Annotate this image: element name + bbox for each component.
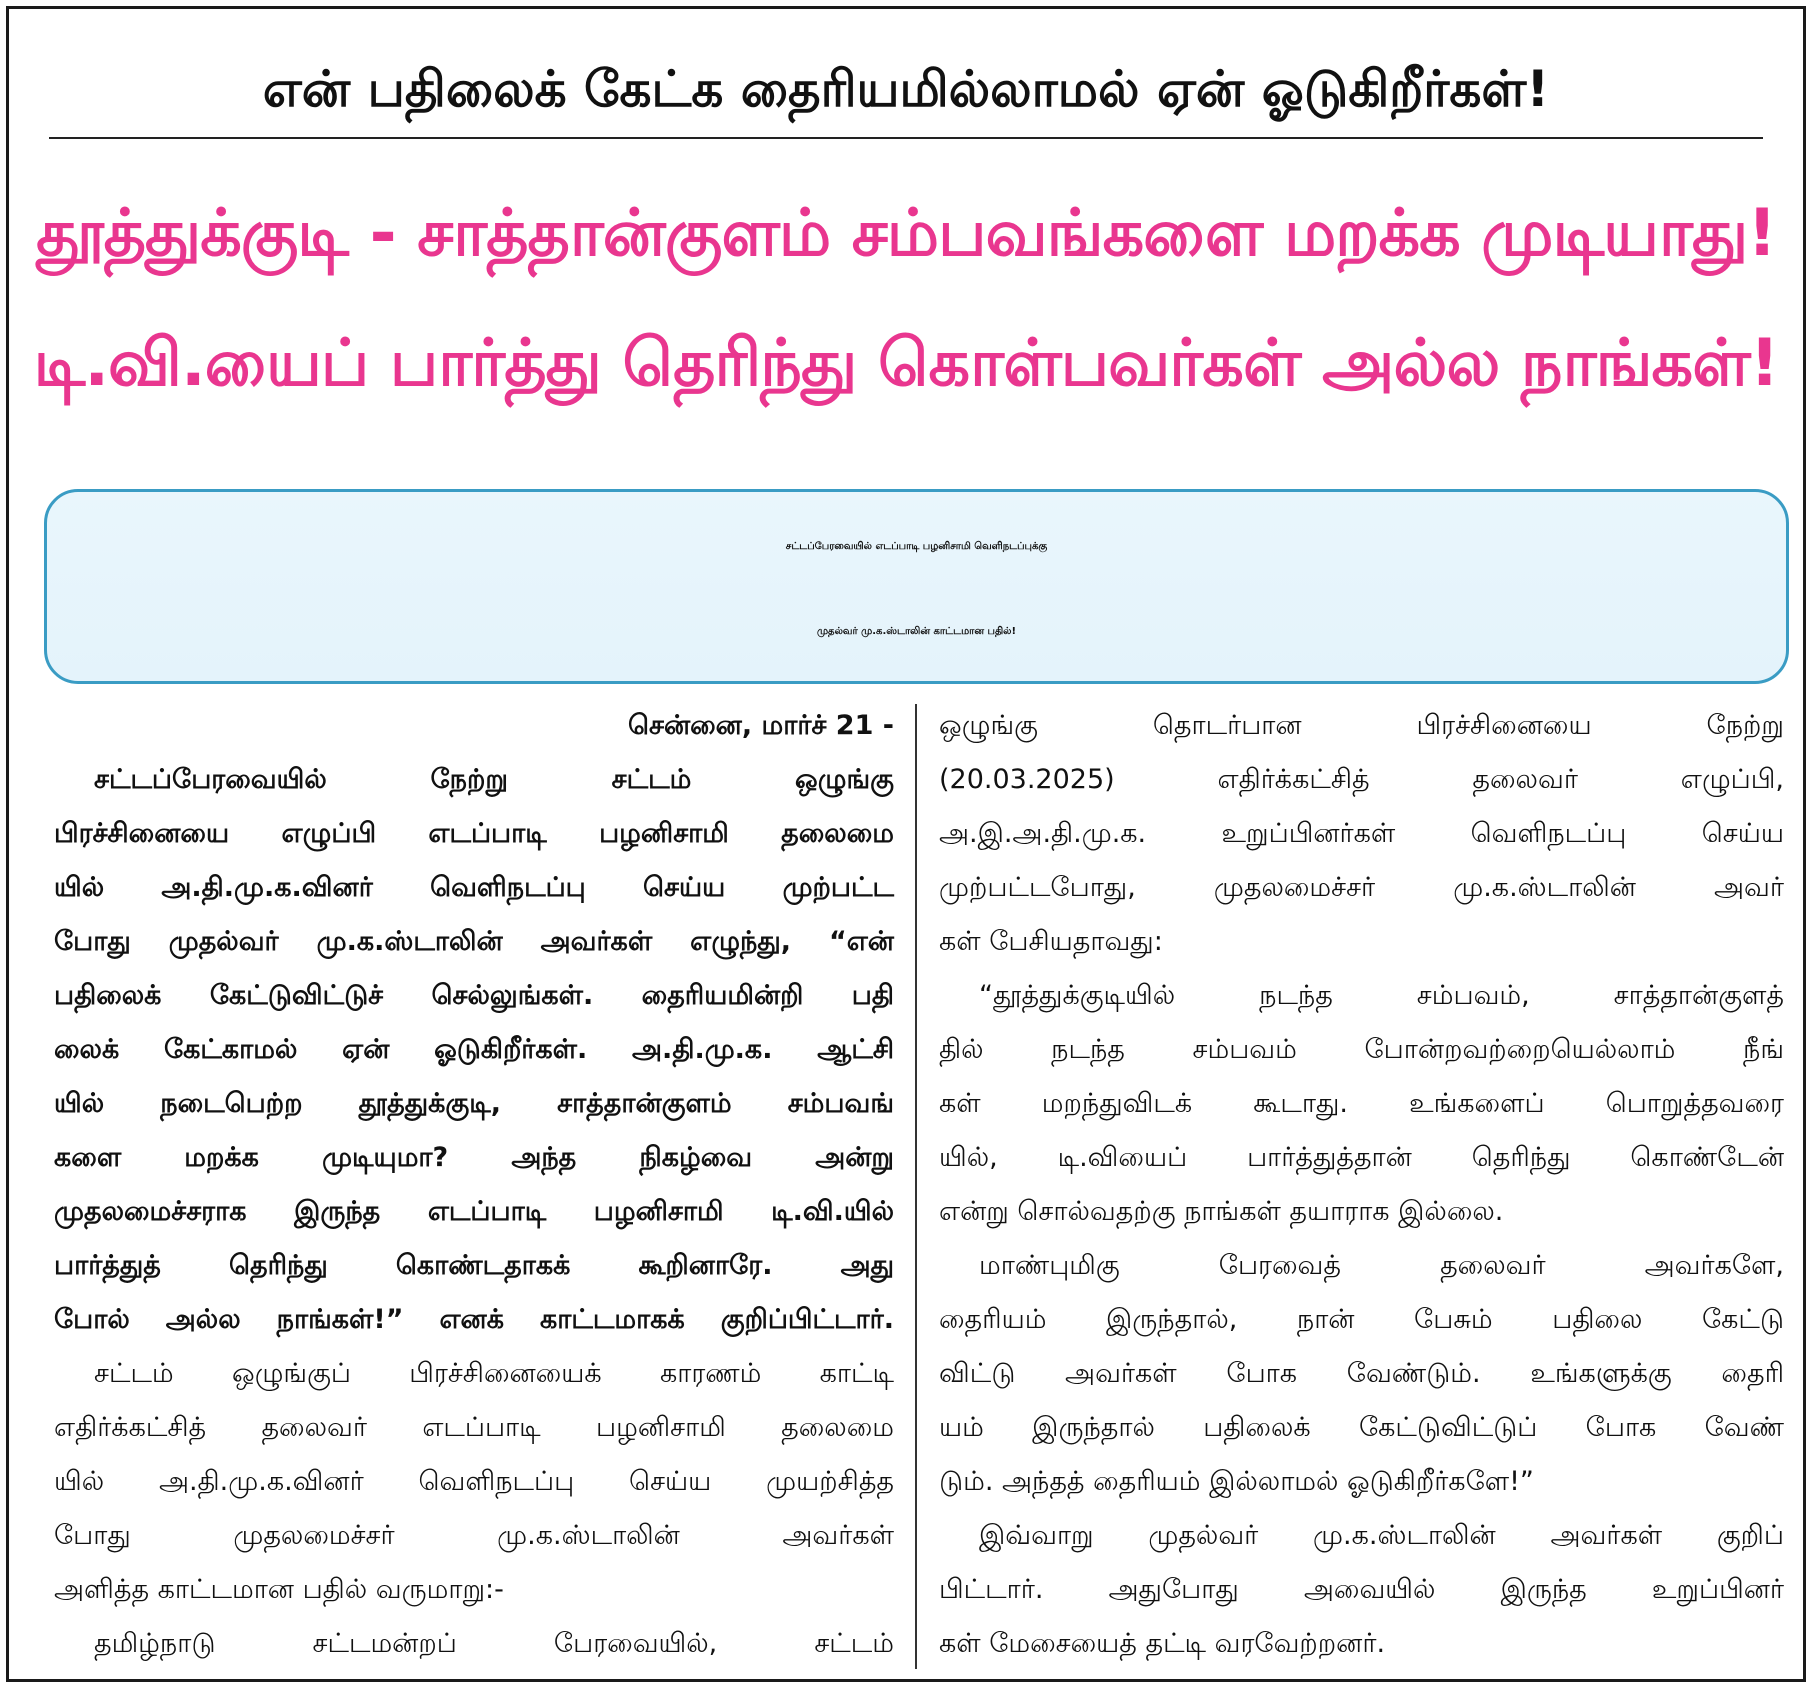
right-p2-line: “தூத்துக்குடியில் நடந்த சம்பவம், சாத்தான்குளத் [979,980,1784,1011]
kicker-headline: என் பதிலைக் கேட்க தைரியமில்லாமல் ஏன் ஓடுகிறீர்கள்! [262,60,1550,118]
main-headline-line-1: தூத்துக்குடி - சாத்தான்குளம் சம்பவங்களை மறக்க முடியாது! [36,196,1776,271]
right-p2-line: என்று சொல்வதற்கு நாங்கள் தயாராக இல்லை. [939,1196,1504,1227]
kicker-divider [49,137,1763,139]
right-p2-line: யில், டி.வியைப் பார்த்துத்தான் தெரிந்து கொண்டேன் [939,1142,1784,1173]
main-headline-line-2: டி.வி.யைப் பார்த்து தெரிந்து கொள்பவர்கள் அல்ல நாங்கள்! [33,326,1779,401]
left-p1-line: பதிலைக் கேட்டுவிட்டுச் செல்லுங்கள். தைரியமின்றி பதி [54,980,894,1011]
right-p4-line: பிட்டார். அதுபோது அவையில் இருந்த உறுப்பினர் [939,1574,1784,1605]
right-p3-line: தைரியம் இருந்தால், நான் பேசும் பதிலை கேட்டு [939,1304,1784,1335]
right-p4-line: கள் மேசையைத் தட்டி வரவேற்றனர். [939,1628,1386,1659]
left-p2-line: சட்டம் ஒழுங்குப் பிரச்சினையைக் காரணம் காட்டி [94,1358,894,1389]
left-p1-line: யில் நடைபெற்ற தூத்துக்குடி, சாத்தான்குளம் சம்பவங் [54,1088,894,1119]
right-p4-line: இவ்வாறு முதல்வர் மு.க.ஸ்டாலின் அவர்கள் குறிப் [979,1520,1784,1551]
right-p1-line: அ.இ.அ.தி.மு.க. உறுப்பினர்கள் வெளிநடப்பு செய்ய [939,818,1784,849]
right-p1-line: (20.03.2025) எதிர்க்கட்சித் தலைவர் எழுப்பி, [939,764,1784,795]
column-divider [915,704,917,1669]
left-p1-line: முதலமைச்சராக இருந்த எடப்பாடி பழனிசாமி டி.வி.யில் [54,1196,894,1227]
left-p2-line: போது முதலமைச்சர் மு.க.ஸ்டாலின் அவர்கள் [54,1520,894,1551]
subheadline-line-2: முதல்வர் மு.க.ஸ்டாலின் காட்டமான பதில்! [816,626,1017,637]
left-p1-line: களை மறக்க முடியுமா? அந்த நிகழ்வை அன்று [54,1142,894,1173]
left-p1-line: பிரச்சினையை எழுப்பி எடப்பாடி பழனிசாமி தலைமை [54,818,894,849]
left-p1-line: போல் அல்ல நாங்கள்!” எனக் காட்டமாகக் குறிப்பிட்டார். [54,1304,894,1335]
right-p3-line: யம் இருந்தால் பதிலைக் கேட்டுவிட்டுப் போக வேண் [939,1412,1784,1443]
left-p2-line: யில் அ.தி.மு.க.வினர் வெளிநடப்பு செய்ய முயற்சித்த [54,1466,894,1497]
left-p2-line: அளித்த காட்டமான பதில் வருமாறு:- [54,1574,504,1605]
subheadline-line-1: சட்டப்பேரவையில் எடப்பாடி பழனிசாமி வெளிநடப்புக்கு [785,541,1048,552]
right-p3-line: விட்டு அவர்கள் போக வேண்டும். உங்களுக்கு தைரி [939,1358,1784,1389]
right-p2-line: கள் மறந்துவிடக் கூடாது. உங்களைப் பொறுத்தவரை [939,1088,1784,1119]
article-left-column [54,699,894,1671]
dateline: சென்னை, மார்ச் 21 - [627,710,894,741]
right-p1-line: முற்பட்டபோது, முதலமைச்சர் மு.க.ஸ்டாலின் அவர் [939,872,1784,903]
article-right-column [939,699,1784,1671]
right-p2-line: தில் நடந்த சம்பவம் போன்றவற்றையெல்லாம் நீங் [939,1034,1784,1065]
right-p3-line: டும். அந்தத் தைரியம் இல்லாமல் ஓடுகிறீர்களே!” [939,1466,1534,1497]
right-p1-line: ஒழுங்கு தொடர்பான பிரச்சினையை நேற்று [939,710,1784,741]
left-p2-line: எதிர்க்கட்சித் தலைவர் எடப்பாடி பழனிசாமி தலைமை [54,1412,894,1443]
news-clipping [6,6,1806,1682]
subheadline-box [44,489,1789,684]
right-p3-line: மாண்புமிகு பேரவைத் தலைவர் அவர்களே, [979,1250,1784,1281]
left-p1-line: பார்த்துத் தெரிந்து கொண்டதாகக் கூறினாரே. அது [54,1250,894,1281]
left-p1-line: சட்டப்பேரவையில் நேற்று சட்டம் ஒழுங்கு [94,764,894,795]
left-p1-line: போது முதல்வர் மு.க.ஸ்டாலின் அவர்கள் எழுந்து, “என் [54,926,894,957]
right-p1-line: கள் பேசியதாவது: [939,926,1163,957]
left-p1-line: லைக் கேட்காமல் ஏன் ஓடுகிறீர்கள். அ.தி.மு.க. ஆட்சி [54,1034,894,1065]
left-p3-line: தமிழ்நாடு சட்டமன்றப் பேரவையில், சட்டம் [94,1628,894,1659]
left-p1-line: யில் அ.தி.மு.க.வினர் வெளிநடப்பு செய்ய முற்பட்ட [54,872,894,903]
